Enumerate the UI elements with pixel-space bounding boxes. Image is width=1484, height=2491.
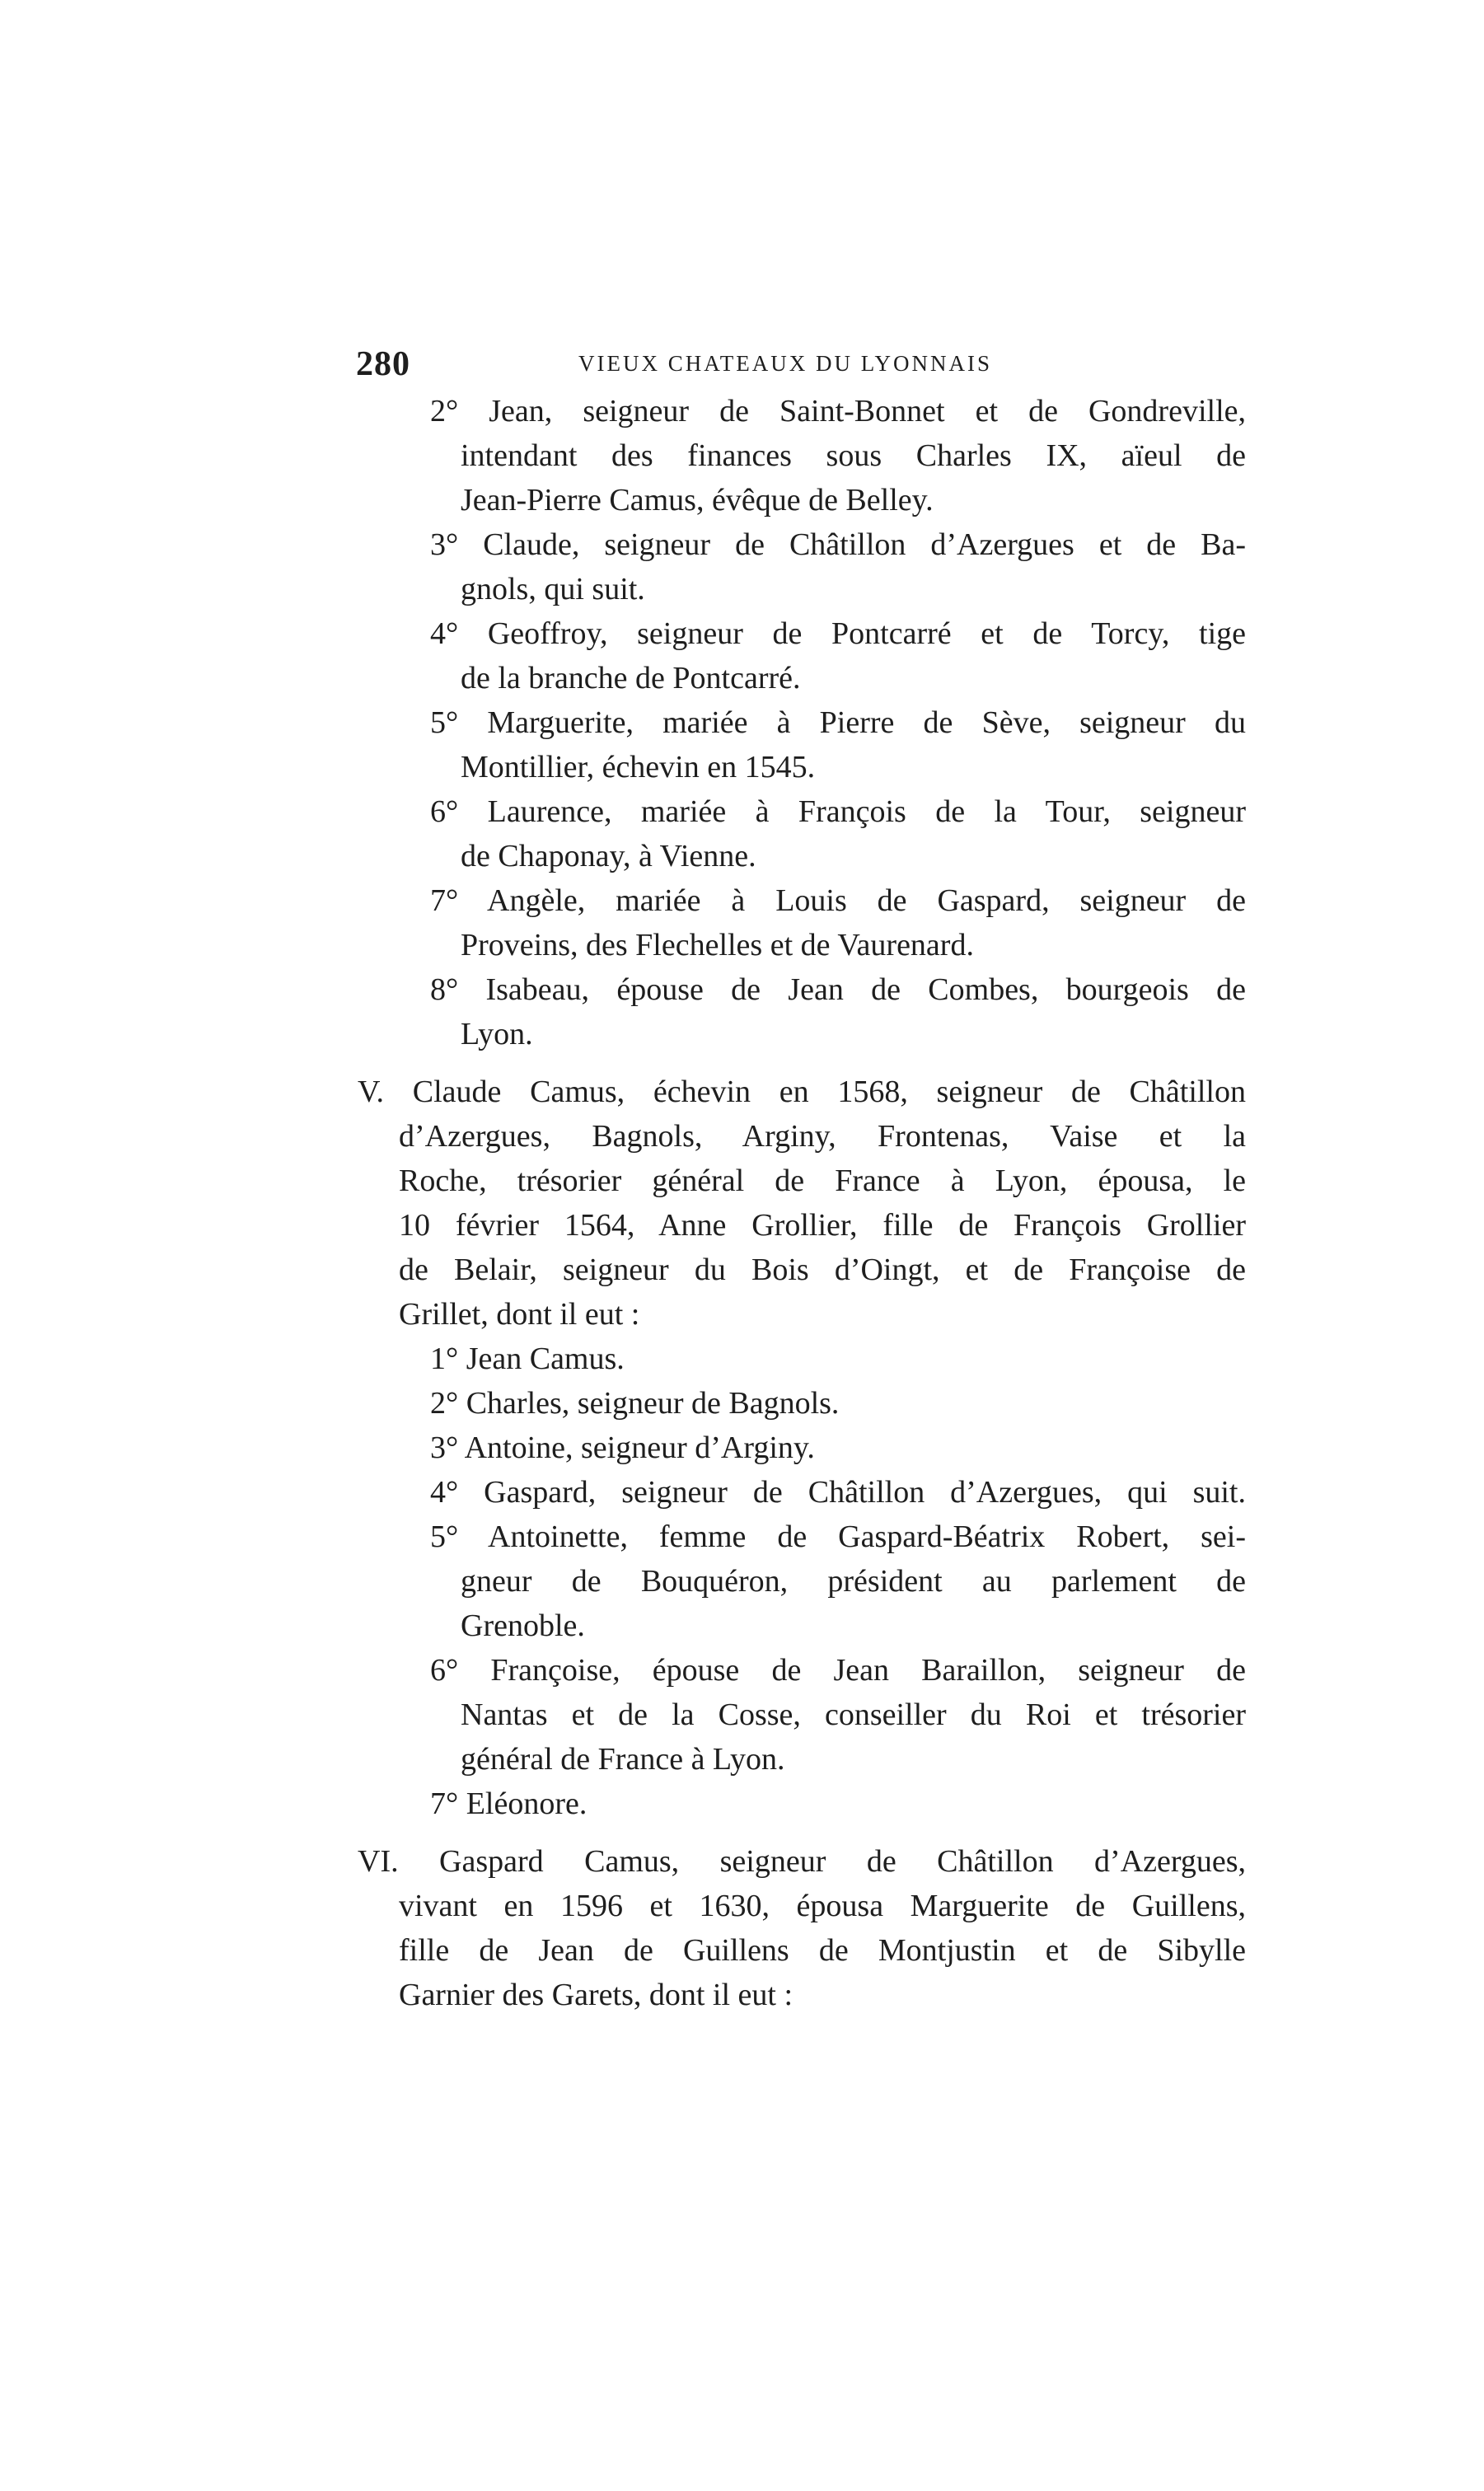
text-line: 5° Antoinette, femme de Gaspard-Béatrix Robert, sei- — [430, 1519, 1246, 1554]
text-line: 1° Jean Camus. — [430, 1341, 625, 1376]
text-line: Proveins, des Flechelles et de Vaurenard. — [461, 928, 974, 962]
text-line: 7° Angèle, mariée à Louis de Gaspard, seigneur de — [430, 883, 1246, 918]
text-line: Roche, trésorier général de France à Lyon, épousa, le — [399, 1164, 1246, 1198]
running-title: VIEUX CHATEAUX DU LYONNAIS — [578, 351, 993, 376]
text-line: vivant en 1596 et 1630, épousa Marguerite de Guillens, — [399, 1889, 1246, 1923]
text-line: d’Azergues, Bagnols, Arginy, Frontenas, Vaise et la — [399, 1119, 1246, 1154]
text-line: 5° Marguerite, mariée à Pierre de Sève, seigneur du — [430, 705, 1246, 740]
text-line: fille de Jean de Guillens de Montjustin et de Sibylle — [399, 1933, 1246, 1968]
text-line: 10 février 1564, Anne Grollier, fille de François Grollier — [399, 1208, 1246, 1243]
text-line: 3° Claude, seigneur de Châtillon d’Azergues et de Ba- — [430, 527, 1246, 562]
text-line: 6° Françoise, épouse de Jean Baraillon, seigneur de — [430, 1653, 1246, 1688]
text-line: général de France à Lyon. — [461, 1742, 785, 1777]
text-line: intendant des finances sous Charles IX, aïeul de — [461, 438, 1246, 473]
text-line: Jean-Pierre Camus, évêque de Belley. — [461, 483, 934, 517]
text-line: Grenoble. — [461, 1608, 585, 1643]
text-line: 4° Geoffroy, seigneur de Pontcarré et de Torcy, tige — [430, 616, 1246, 651]
text-line: 6° Laurence, mariée à François de la Tour, seigneur — [430, 794, 1246, 829]
text-line: gnols, qui suit. — [461, 572, 645, 606]
text-line: 8° Isabeau, épouse de Jean de Combes, bourgeois de — [430, 972, 1246, 1007]
text-line: 3° Antoine, seigneur d’Arginy. — [430, 1430, 815, 1465]
text-line: de Belair, seigneur du Bois d’Oingt, et de Françoise de — [399, 1253, 1246, 1287]
text-line: 2° Charles, seigneur de Bagnols. — [430, 1386, 840, 1421]
text-line: VI. Gaspard Camus, seigneur de Châtillon d’Azergues, — [358, 1844, 1246, 1879]
text-line: de la branche de Pontcarré. — [461, 661, 801, 695]
text-line: 2° Jean, seigneur de Saint-Bonnet et de Gondreville, — [430, 394, 1246, 428]
text-line: Montillier, échevin en 1545. — [461, 750, 816, 784]
page-number: 280 — [356, 345, 410, 383]
text-line: Garnier des Garets, dont il eut : — [399, 1978, 793, 2012]
text-line: de Chaponay, à Vienne. — [461, 839, 756, 873]
text-line: Nantas et de la Cosse, conseiller du Roi et trésorier — [461, 1697, 1246, 1732]
text-line: 4° Gaspard, seigneur de Châtillon d’Azergues, qui suit. — [430, 1475, 1246, 1510]
text-line: Lyon. — [461, 1017, 533, 1051]
text-line: V. Claude Camus, échevin en 1568, seigneur de Châtillon — [358, 1075, 1246, 1109]
text-line: Grillet, dont il eut : — [399, 1297, 640, 1332]
page-header — [356, 344, 1244, 391]
text-line: 7° Eléonore. — [430, 1786, 588, 1821]
text-line: gneur de Bouquéron, président au parlement de — [461, 1564, 1246, 1599]
